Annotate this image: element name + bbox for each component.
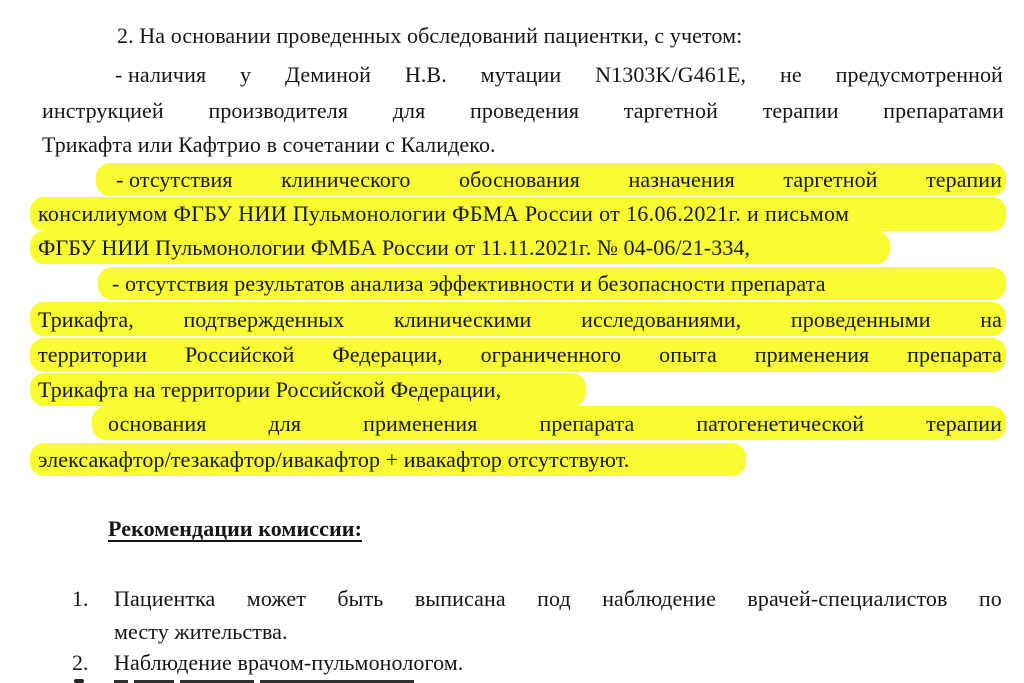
efficacy-line-3 <box>38 340 1002 370</box>
word: мутации <box>480 62 562 87</box>
word: препарата <box>907 342 1002 367</box>
word: территории <box>38 342 148 367</box>
word: производителя <box>208 98 349 123</box>
word: наблюдение <box>602 586 716 611</box>
recommendation-1-number: 1. <box>72 586 89 611</box>
word: - наличия <box>115 62 207 87</box>
word: назначения <box>628 167 735 192</box>
word: у <box>240 62 252 87</box>
justification-line-1 <box>116 165 1002 195</box>
word: проведения <box>469 98 580 123</box>
grounds-line-2: элексакафтор/тезакафтор/ивакафтор + ивакафтор отсутствуют. <box>38 447 630 472</box>
word: терапии <box>926 411 1002 436</box>
word: по <box>978 586 1002 611</box>
word: клиническими <box>393 307 532 332</box>
word: терапии <box>926 167 1002 192</box>
word: подтвержденных <box>183 307 345 332</box>
word: клинического <box>281 167 411 192</box>
word: для <box>268 411 302 436</box>
mutation-line-3: Трикафта или Кафтрио в сочетании с Калидеко. <box>42 132 496 157</box>
mutation-line-2 <box>42 96 1004 126</box>
word: препарата <box>539 411 635 436</box>
word: может <box>246 586 306 611</box>
word: терапии <box>762 98 839 123</box>
word: опыта <box>659 342 717 367</box>
word: Деминой <box>285 62 371 87</box>
word: Н.В. <box>404 62 447 87</box>
word: основания <box>108 411 207 436</box>
recommendation-1-line-2: месту жительства. <box>114 619 288 644</box>
word: ограниченного <box>480 342 622 367</box>
cut-off-next-item <box>74 679 84 683</box>
word: быть <box>337 586 384 611</box>
recommendations-heading: Рекомендации комиссии: <box>108 516 362 541</box>
efficacy-line-2 <box>38 305 1002 335</box>
justification-line-2: консилиумом ФГБУ НИИ Пульмонологии ФБМА России от 16.06.2021г. и письмом <box>38 201 850 226</box>
word: инструкцией <box>42 98 164 123</box>
mutation-line-1 <box>115 60 1003 90</box>
word: применения <box>363 411 478 436</box>
word: под <box>537 586 571 611</box>
word: - отсутствия <box>116 167 233 192</box>
word: не <box>780 62 802 87</box>
word: Пациентка <box>114 586 216 611</box>
intro-line: 2. На основании проведенных обследований пациентки, с учетом: <box>117 23 743 48</box>
word: обоснования <box>459 167 580 192</box>
word: исследованиями, <box>581 307 742 332</box>
word: Трикафта, <box>38 307 134 332</box>
efficacy-line-4: Трикафта на территории Российской Федерации, <box>38 377 502 402</box>
word: Российской <box>184 342 295 367</box>
word: выписана <box>414 586 506 611</box>
word: таргетной <box>623 98 719 123</box>
word: врачей-специалистов <box>747 586 948 611</box>
word: таргетной <box>783 167 878 192</box>
word: N1303K/G461E, <box>595 62 747 87</box>
word: применения <box>754 342 870 367</box>
recommendation-2-line-1: Наблюдение врачом-пульмонологом. <box>114 650 464 675</box>
justification-line-3: ФГБУ НИИ Пульмонологии ФМБА России от 11.11.2021г. № 04-06/21-334, <box>38 235 751 260</box>
efficacy-line-1: - отсутствия результатов анализа эффективности и безопасности препарата <box>112 271 826 296</box>
word: патогенетической <box>696 411 865 436</box>
word: предусмотренной <box>835 62 1003 87</box>
word: проведенными <box>790 307 931 332</box>
word: для <box>392 98 426 123</box>
word: препаратами <box>883 98 1004 123</box>
recommendation-2-number: 2. <box>72 650 89 675</box>
grounds-line-1 <box>108 409 1002 439</box>
word: на <box>980 307 1002 332</box>
recommendation-1-line-1 <box>114 584 1002 614</box>
word: Федерации, <box>332 342 443 367</box>
